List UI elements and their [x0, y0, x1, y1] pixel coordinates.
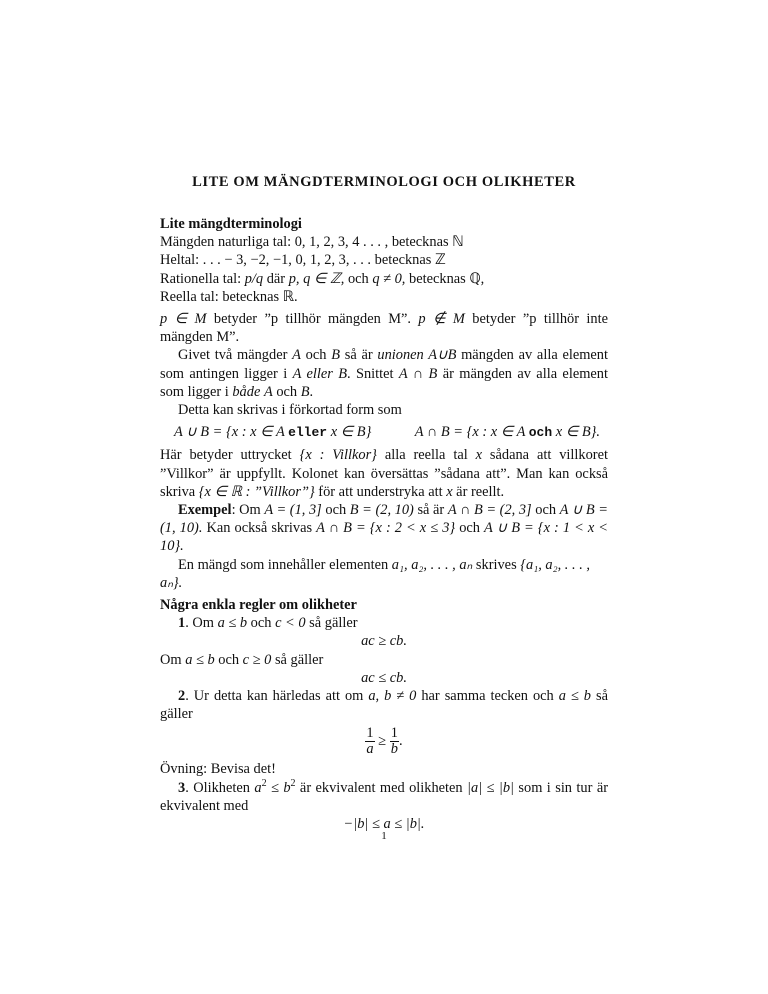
- math: . . . − 3, −2, −1, 0, 1, 2, 3, . . .: [202, 252, 372, 269]
- math: {a₁, a₂, . . . , aₙ}.: [160, 556, 590, 591]
- math: A ∩ B = {x : 2 < x ≤ 3}: [316, 520, 456, 537]
- math: p ∉ M: [418, 311, 465, 328]
- rule-1b: [160, 651, 608, 669]
- math: x ∈ B}: [327, 424, 372, 441]
- text: och: [344, 270, 373, 287]
- text: är ekvivalent med olikheten: [295, 779, 468, 796]
- text: mängden av alla element som antingen ligger i: [160, 347, 608, 382]
- display-intersection: [415, 423, 600, 442]
- display-rule-1: ac ≥ cb.: [361, 633, 407, 650]
- paragraph-membership: [160, 310, 608, 346]
- math: A: [292, 365, 302, 382]
- text: Om: [160, 651, 186, 668]
- math: a ≤ b: [558, 688, 592, 705]
- text: betyder ”p tillhör mängden M”.: [206, 311, 419, 328]
- text: betyder ”p tillhör inte mängden M”.: [160, 311, 608, 346]
- exponent: 2: [261, 777, 267, 789]
- math: c < 0: [275, 615, 306, 632]
- text: .: [309, 383, 314, 400]
- document-title: LITE OM MÄNGDTERMINOLOGI OCH OLIKHETER: [192, 174, 576, 190]
- math: A: [292, 347, 301, 364]
- math: x ∈ B}.: [552, 424, 600, 441]
- math: x: [475, 447, 483, 464]
- period: .: [398, 733, 403, 750]
- text: så gäller: [160, 688, 608, 723]
- paragraph-union-intersection: [160, 346, 608, 401]
- rule-3: [160, 779, 608, 815]
- line-natural-numbers: [160, 233, 608, 251]
- text: skrives: [472, 556, 521, 573]
- display-rule-1b: ac ≤ cb.: [361, 669, 407, 686]
- text: och: [531, 502, 560, 519]
- math: a₁, a₂, . . . , aₙ: [391, 556, 473, 573]
- math: B: [300, 383, 310, 400]
- math: ≤ b: [266, 779, 291, 796]
- text: och: [455, 520, 485, 537]
- text: är mängden av alla element som ligger i: [160, 365, 608, 400]
- text: Rationella tal:: [160, 270, 245, 287]
- math: p ∈ M: [160, 311, 207, 328]
- text: och: [321, 502, 350, 519]
- text: är reellt.: [452, 483, 505, 500]
- text: som i sin tur är ekvivalent med: [160, 779, 609, 814]
- paragraph-elements: [160, 556, 608, 592]
- fraction-1-over-a: [365, 726, 374, 757]
- fraction-1-over-b: [390, 726, 399, 757]
- text: betecknas ℤ: [371, 252, 446, 269]
- math: A ∪ B = {x : 1 < x < 10}.: [160, 520, 609, 555]
- text: där: [263, 270, 289, 287]
- text: så gäller: [271, 651, 324, 668]
- example-label: Exempel: [178, 502, 232, 519]
- text: och: [272, 383, 301, 400]
- text: och: [214, 651, 243, 668]
- paragraph-short-form: Detta kan skrivas i förkortad form som: [178, 402, 402, 419]
- rule-number: 1: [178, 615, 186, 632]
- text: har samma tecken och: [416, 688, 559, 705]
- text: Här betyder uttrycket: [160, 447, 300, 464]
- math: A = (1, 3]: [264, 502, 322, 519]
- text: : Om: [231, 502, 265, 519]
- rule-number: 3: [178, 779, 186, 796]
- denominator: b: [390, 741, 398, 758]
- section-heading-sets: Lite mängdterminologi: [160, 216, 302, 232]
- text: så är: [339, 347, 378, 364]
- numerator: 1: [366, 725, 374, 742]
- rule-2: [160, 687, 608, 723]
- text: så är: [413, 502, 448, 519]
- math: A: [263, 383, 273, 400]
- math: p/q: [244, 270, 264, 287]
- text: och: [247, 615, 276, 632]
- text: Heltal:: [160, 252, 203, 269]
- text: alla reella tal: [376, 447, 476, 464]
- emph: unionen: [377, 347, 424, 364]
- exponent: 2: [290, 777, 296, 789]
- page-number: 1: [381, 830, 387, 842]
- line-integers: [160, 251, 608, 269]
- emph: eller: [301, 365, 339, 382]
- math: A ∩ B = {x : x ∈ A: [414, 424, 529, 441]
- text: betecknas ℕ: [388, 234, 464, 251]
- text: . Snittet: [347, 365, 399, 382]
- math: c ≥ 0: [242, 651, 272, 668]
- text: Kan också skrivas: [202, 520, 317, 537]
- text: . Olikheten: [185, 779, 255, 796]
- math: p, q ∈ ℤ,: [288, 270, 345, 287]
- text: betecknas ℚ,: [405, 270, 485, 287]
- math: 0, 1, 2, 3, 4 . . . ,: [294, 234, 389, 251]
- math: a: [254, 779, 262, 796]
- math: A ∪ B = (1, 10).: [160, 502, 609, 537]
- document-body: [160, 215, 608, 833]
- rule-number: 2: [178, 688, 186, 705]
- math: B: [338, 365, 347, 382]
- keyword: eller: [288, 425, 328, 441]
- math: a ≤ b: [217, 615, 248, 632]
- math: B: [331, 347, 340, 364]
- text: så gäller: [305, 615, 358, 632]
- display-set-builder: [160, 423, 608, 442]
- math: A ∩ B = (2, 3]: [447, 502, 532, 519]
- keyword: och: [528, 425, 553, 441]
- math: A∪B: [423, 347, 457, 364]
- line-reals: Reella tal: betecknas ℝ.: [160, 288, 298, 305]
- relation: ≥: [378, 733, 387, 750]
- paragraph-example: [160, 501, 608, 556]
- text: Givet två mängder: [178, 347, 293, 364]
- numerator: 1: [390, 725, 398, 742]
- text: Mängden naturliga tal:: [160, 234, 295, 251]
- text: En mängd som innehåller elementen: [178, 556, 392, 573]
- display-fraction-inequality: [160, 726, 608, 757]
- math: A ∪ B = {x : x ∈ A: [174, 424, 289, 441]
- paragraph-expression: [160, 446, 608, 501]
- text: . Ur detta kan härledas att om: [185, 688, 369, 705]
- math: {x ∈ ℝ : ”Villkor”}: [198, 483, 315, 500]
- exercise-line: Övning: Bevisa det!: [160, 761, 276, 778]
- math: B = (2, 10): [349, 502, 414, 519]
- text: sådana att villkoret ”Villkor” är uppfyllt. Kolonet kan översättas ”sådana att”. Man kan också skriva: [160, 447, 608, 500]
- denominator: a: [366, 741, 374, 758]
- math: x: [446, 483, 453, 500]
- math: a ≤ b: [185, 651, 215, 668]
- text: för att understryka att: [314, 483, 447, 500]
- display-rule-3: −|b| ≤ a ≤ |b|.: [343, 816, 425, 833]
- math: A ∩ B: [398, 365, 438, 382]
- emph: både: [232, 383, 261, 400]
- text: . Om: [185, 615, 218, 632]
- display-union: [174, 423, 371, 442]
- rule-1: [160, 614, 608, 632]
- text: och: [300, 347, 332, 364]
- math: q ≠ 0,: [372, 270, 406, 287]
- line-rationals: [160, 270, 608, 288]
- section-heading-inequalities: Några enkla regler om olikheter: [160, 597, 357, 614]
- math: a, b ≠ 0: [368, 688, 417, 705]
- math: {x : Villkor}: [299, 447, 377, 464]
- math: |a| ≤ |b|: [467, 779, 514, 796]
